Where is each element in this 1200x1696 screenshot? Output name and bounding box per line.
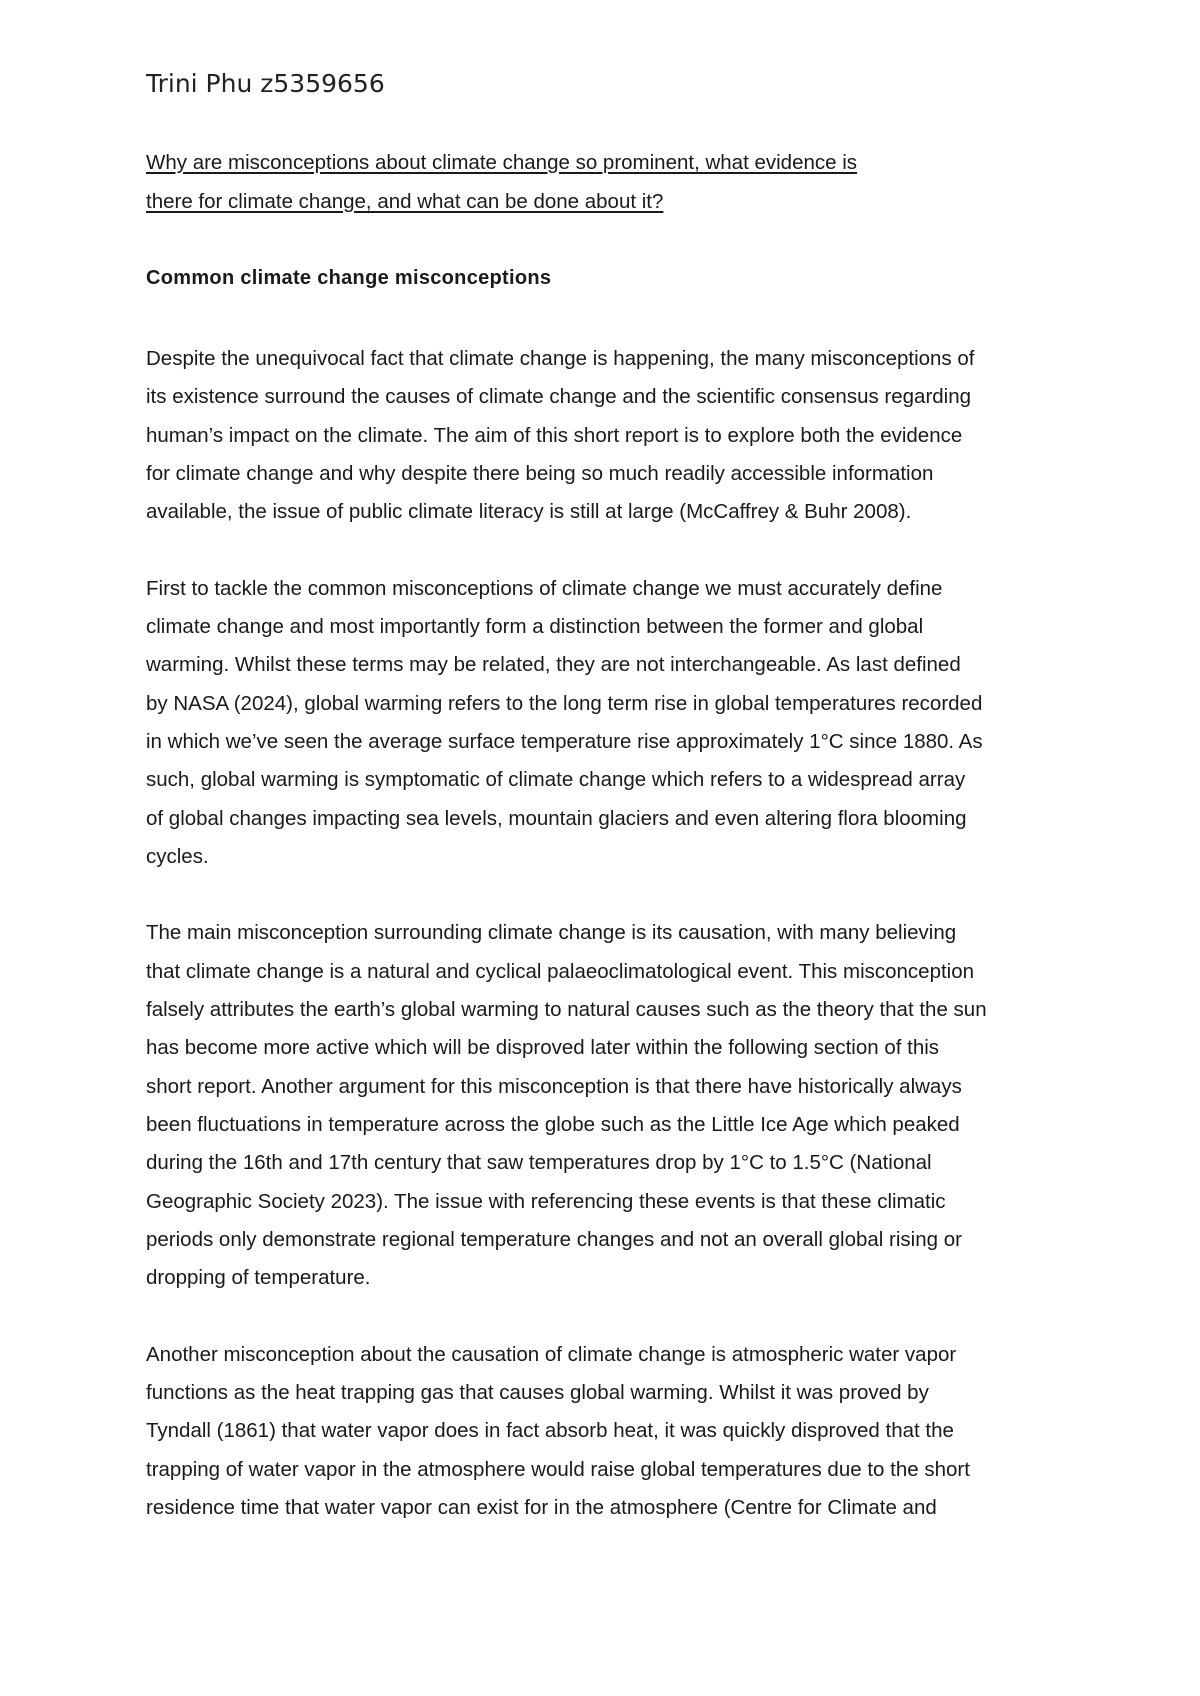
text-line: that climate change is a natural and cyclical palaeoclimatological event. This misconception [146,959,975,983]
text-line: in which we’ve seen the average surface temperature rise approximately 1°C since 1880. As [146,729,983,753]
text-line: residence time that water vapor can exist for in the atmosphere (Centre for Climate and [146,1495,937,1519]
text-line: warming. Whilst these terms may be related, they are not interchangeable. As last defined [146,653,961,677]
text-line: such, global warming is symptomatic of climate change which refers to a widespread array [146,768,966,792]
text-line: cycles. [146,844,209,868]
text-line: for climate change and why despite there being so much readily accessible information [146,461,934,485]
text-line: during the 16th and 17th century that saw temperatures drop by 1°C to 1.5°C (National [146,1151,932,1175]
text-line: Despite the unequivocal fact that climate change is happening, the many misconceptions of [146,347,975,370]
author-header: Trini Phu z5359656 [146,69,385,98]
report-title [146,144,1086,221]
text-line: its existence surround the causes of climate change and the scientific consensus regarding [146,385,972,409]
text-line: falsely attributes the earth’s global warming to natural causes such as the theory that the sun [146,998,987,1022]
text-line: functions as the heat trapping gas that causes global warming. Whilst it was proved by [146,1381,929,1405]
text-line: periods only demonstrate regional temperature changes and not an overall global rising or [146,1227,962,1251]
text-line: short report. Another argument for this misconception is that there have historically always [146,1074,962,1098]
text-line: of global changes impacting sea levels, mountain glaciers and even altering flora blooming [146,806,967,830]
text-line: human’s impact on the climate. The aim of this short report is to explore both the evidence [146,423,963,447]
paragraph-intro [146,340,1086,531]
paragraph-causation [146,914,1086,1297]
paragraph-water-vapor [146,1336,1086,1527]
text-line: Another misconception about the causation of climate change is atmospheric water vapor [146,1342,957,1366]
text-line: Tyndall (1861) that water vapor does in fact absorb heat, it was quickly disproved that the [146,1419,954,1443]
text-line: available, the issue of public climate literacy is still at large (McCaffrey & Buhr 2008). [146,500,912,524]
text-line: The main misconception surrounding climate change is its causation, with many believing [146,921,957,945]
text-line: has become more active which will be disproved later within the following section of this [146,1036,940,1060]
text-line: been fluctuations in temperature across the globe such as the Little Ice Age which peaked [146,1112,960,1136]
report-title-line: there for climate change, and what can be done about it? [146,189,664,213]
text-line: Geographic Society 2023). The issue with referencing these events is that these climatic [146,1189,946,1213]
text-line: by NASA (2024), global warming refers to the long term rise in global temperatures recorded [146,691,983,715]
report-title-line: Why are misconceptions about climate change so prominent, what evidence is [146,151,858,174]
report-body [146,340,1086,1566]
text-line: trapping of water vapor in the atmosphere would raise global temperatures due to the short [146,1457,970,1481]
paragraph-definitions [146,570,1086,876]
text-line: First to tackle the common misconceptions of climate change we must accurately define [146,576,943,600]
section-heading: Common climate change misconceptions [146,267,552,289]
text-line: dropping of temperature. [146,1266,371,1290]
text-line: climate change and most importantly form a distinction between the former and global [146,615,924,639]
